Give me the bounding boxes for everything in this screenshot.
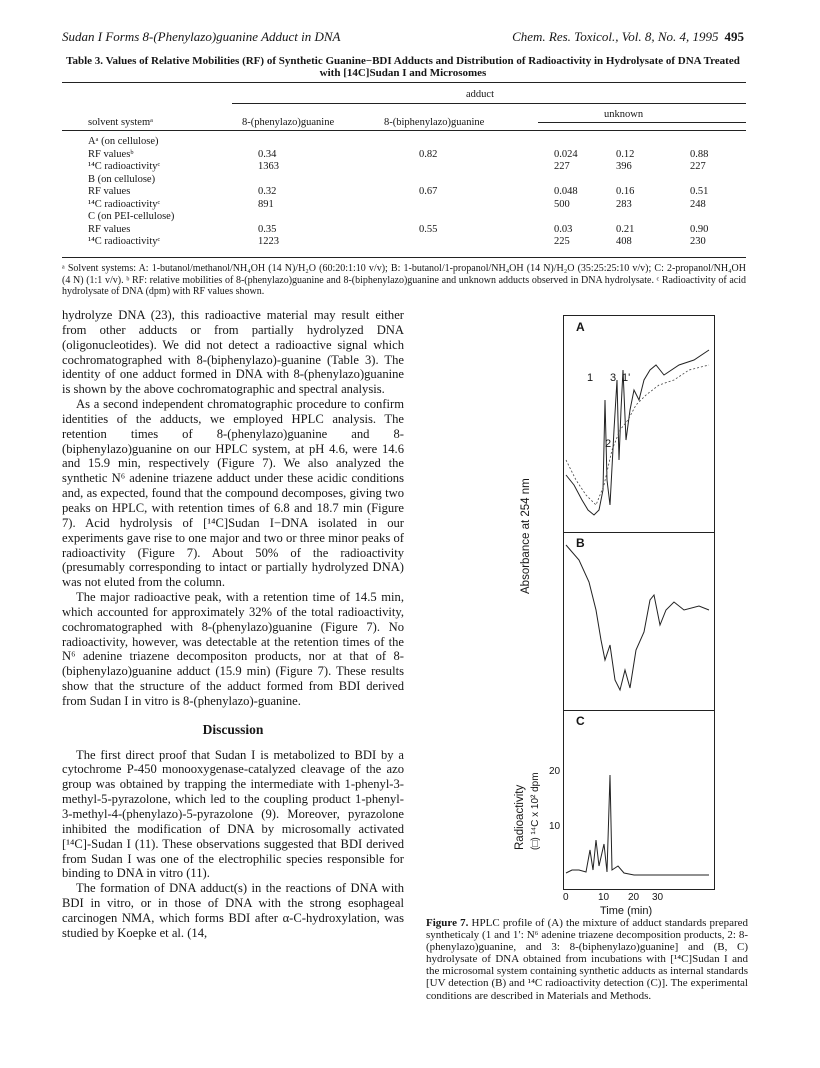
- y-tick-20: 20: [549, 766, 561, 777]
- peak-label-3: 3: [610, 372, 617, 384]
- table-cell-radioactivity: 891: [258, 198, 274, 210]
- table-cell-rf: 0.048: [554, 186, 578, 197]
- table-cell-rf: 0.21: [616, 223, 635, 235]
- table-row-label-rf: RF values: [88, 186, 131, 197]
- trace-panel-a-2: [566, 365, 709, 505]
- table-cell-radioactivity: 227: [554, 161, 570, 172]
- table-cell-radioactivity: 227: [690, 161, 706, 172]
- table-cell-rf: 0.024: [554, 148, 578, 160]
- x-axis-label: Time (min): [600, 905, 653, 917]
- table-bottom-rule: [62, 257, 746, 258]
- x-tick: 10: [598, 892, 610, 903]
- table-cell-rf: 0.16: [616, 186, 635, 197]
- table-row-label-radioactivity: ¹⁴C radioactivityᶜ: [88, 161, 161, 172]
- table-top-rule: [62, 82, 746, 83]
- table-cell-radioactivity: 225: [554, 236, 570, 247]
- table-row-label-rf: RF values: [88, 223, 131, 235]
- trace-panel-b: [566, 545, 709, 690]
- figure-caption-text: HPLC profile of (A) the mixture of adduct standards prepared syntheticaly (1 and 1′: N⁶ adenine triazene decomposition products, 2: 8-(phenylazo)guanine, and 3: 8-(biphenylazo)guanine] and (B, C) hydrolysate of DNA obtained from incubations with [¹⁴C]Sudan I and the microsomal system containing synthetic adducts as internal standards [UV detection (B) and ¹⁴C radioactivity detection (C)]. The experimental conditions are described in Materials and Methods.: [426, 917, 749, 1002]
- table-group-label: B (on cellulose): [88, 173, 156, 185]
- paragraph: The major radioactive peak, with a retention time of 14.5 min, which accounted for approximately 32% of the total radioactivity, cochromatographed with 8-(phenylazo)guanine (Figure 7). No radioactivity, however, was detectable at the retention times of the N⁶ adenine triazene decompositon products, nor at that of 8-(biphenylazo)guanine adduct (15.9 min) (Figure 7). These results show that the structure of the adduct formed from BDI derived from Sudan I in vitro is 8-(phenylazo)-guanine.: [62, 590, 404, 708]
- table-footnote: ᵃ Solvent systems: A: 1-butanol/methanol/NH₄OH (14 N)/H₂O (60:20:1:10 v/v); B: 1-butanol/1-propanol/NH₄OH (14 N)/H₂O (35:25:25:10 v/v); C: 2-propanol/NH₄OH (4 N) (1:1 v/v). ᵇ RF: relative mobilities of 8-(phenylazo)guanine and 8-(biphenylazo)guanine and unknown adducts observed in DNA hydrolysate. ᶜ Radioactivity of acid hydrolysate of DNA (dpm) with RF values shown.: [62, 263, 746, 298]
- adduct-span-rule: [232, 103, 746, 104]
- text-column-left: [62, 308, 404, 941]
- table-row-label-rf: RF valuesᵇ: [88, 148, 134, 160]
- panel-c-label: C: [576, 714, 585, 728]
- panel-a-label: A: [576, 320, 585, 334]
- table-cell-rf: 0.90: [690, 223, 709, 235]
- trace-panel-c: [566, 775, 709, 875]
- y-axis-label-units: (□) ¹⁴C x 10² dpm: [530, 772, 541, 850]
- paragraph: The first direct proof that Sudan I is metabolized to BDI by a cytochrome P-450 monooxygenase-catalyzed cleavage of the azo group was obtained by trapping the intermediate with 1-phenyl-3-methyl-5-pyrazolone, which led to the coupling product 1-phenyl-3-methyl-4-(phenylazo)-5-pyrazolone (9). Moreover, pyrazolone inhibited the modification of DNA by microsomally activated [¹⁴C]-Sudan I (11). These observations suggested that BDI derived from Sudan I was one of the electrophilic species responsible for binding to DNA in vitro (11).: [62, 747, 404, 881]
- table-row-label-radioactivity: ¹⁴C radioactivityᶜ: [88, 198, 161, 210]
- figure-caption-label: Figure 7.: [426, 917, 469, 929]
- y-tick-10: 10: [549, 821, 561, 832]
- peak-label-1-prime: 1': [622, 372, 631, 384]
- table-cell-radioactivity: 408: [616, 236, 632, 247]
- figure-7: [504, 310, 744, 917]
- paragraph: As a second independent chromatographic procedure to confirm identities of the adducts, we employed HPLC analysis. The retention times of 8-(phenylazo)guanine and 8-(biphenylazo)guanine on our HPLC system, at pH 4.6, were 14.6 and 15.9 min, respectively (Figure 7). We also analyzed the synthetic N⁶ adenine triazene adduct under these acidic conditions and, as expected, found that the compound decomposes, giving two peaks on HPLC, with retention times of 6.8 and 18.7 min (Figure 7). Acid hydrolysis of [¹⁴C]Sudan I−DNA isolated in our experiments gave rise to one major and two or three minor peaks of radioactivity (Figure 7). About 50% of the radioactivity (presumably corresponding to intact or partially hydrolyzed DNA) was not eluted from the column.: [62, 397, 404, 590]
- section-heading: Discussion: [202, 721, 264, 737]
- paragraph: The formation of DNA adduct(s) in the reactions of DNA with BDI in vitro, or in those of DNA with the strong esophageal carcinogen NMA, which forms BDI after α-C-hydroxylation, was studied by Koepke et al. (14,: [62, 881, 404, 940]
- table-group-label: C (on PEI-cellulose): [88, 211, 175, 222]
- table-cell-rf: 0.34: [258, 148, 277, 160]
- unknown-header: unknown: [604, 109, 644, 120]
- solvent-header: solvent systemᵃ: [88, 117, 153, 128]
- running-header-journal: [512, 29, 744, 45]
- table-caption: Table 3. Values of Relative Mobilities (RF) of Synthetic Guanine−BDI Adducts and Distribution of Radioactivity in Hydrolysate of DNA Treated with [14C]Sudan I and Microsomes: [66, 55, 740, 79]
- table-cell-radioactivity: 396: [616, 161, 632, 172]
- table-header-rule: [62, 130, 746, 131]
- table-cell-rf: 0.03: [554, 223, 573, 235]
- table-cell-radioactivity: 283: [616, 198, 632, 210]
- x-tick: 20: [628, 892, 640, 903]
- peak-label-2: 2: [605, 438, 612, 450]
- table-cell-rf: 0.55: [419, 223, 438, 235]
- table-cell-rf: 0.35: [258, 223, 277, 235]
- table-cell-radioactivity: 1363: [258, 161, 279, 172]
- unknown-span-rule: [538, 122, 746, 123]
- y-axis-label-radioactivity: Radioactivity: [514, 784, 526, 850]
- paragraph: hydrolyze DNA (23), this radioactive material may result either from other adducts or from partially hydrolyzed DNA (oligonucleotides). We did not detect a radioactive signal which cochromatographed with 8-(biphenylazo)-guanine (Table 3). The identity of one adduct formed in DNA with 8-(phenylazo)guanine is shown by the above cochromatographic and spectral analysis.: [62, 308, 404, 397]
- table-cell-rf: 0.12: [616, 148, 635, 160]
- y-axis-label-absorbance: Absorbance at 254 nm: [520, 478, 532, 594]
- panel-b-label: B: [576, 536, 585, 550]
- table-cell-radioactivity: 248: [690, 198, 706, 210]
- figure-caption: [426, 917, 748, 1002]
- table-row-label-radioactivity: ¹⁴C radioactivityᶜ: [88, 236, 161, 247]
- table-cell-radioactivity: 1223: [258, 236, 279, 247]
- peak-label-1: 1: [587, 372, 594, 384]
- table-cell-radioactivity: 500: [554, 198, 570, 210]
- table-cell-rf: 0.82: [419, 148, 438, 160]
- table-cell-radioactivity: 230: [690, 236, 706, 247]
- biphenylazo-header: 8-(biphenylazo)guanine: [384, 117, 485, 128]
- page-number: 495: [724, 29, 744, 44]
- table-cell-rf: 0.88: [690, 148, 709, 160]
- x-tick: 30: [652, 892, 664, 903]
- adduct-header: adduct: [466, 89, 494, 100]
- x-tick: 0: [563, 892, 569, 903]
- table-group-label: Aᵃ (on cellulose): [88, 136, 159, 147]
- journal-citation: Chem. Res. Toxicol., Vol. 8, No. 4, 1995: [512, 29, 719, 44]
- phenylazo-header: 8-(phenylazo)guanine: [242, 117, 335, 128]
- table-cell-rf: 0.67: [419, 186, 438, 197]
- running-header-title: Sudan I Forms 8-(Phenylazo)guanine Adduct in DNA: [62, 29, 341, 44]
- table-cell-rf: 0.32: [258, 186, 277, 197]
- table-cell-rf: 0.51: [690, 186, 709, 197]
